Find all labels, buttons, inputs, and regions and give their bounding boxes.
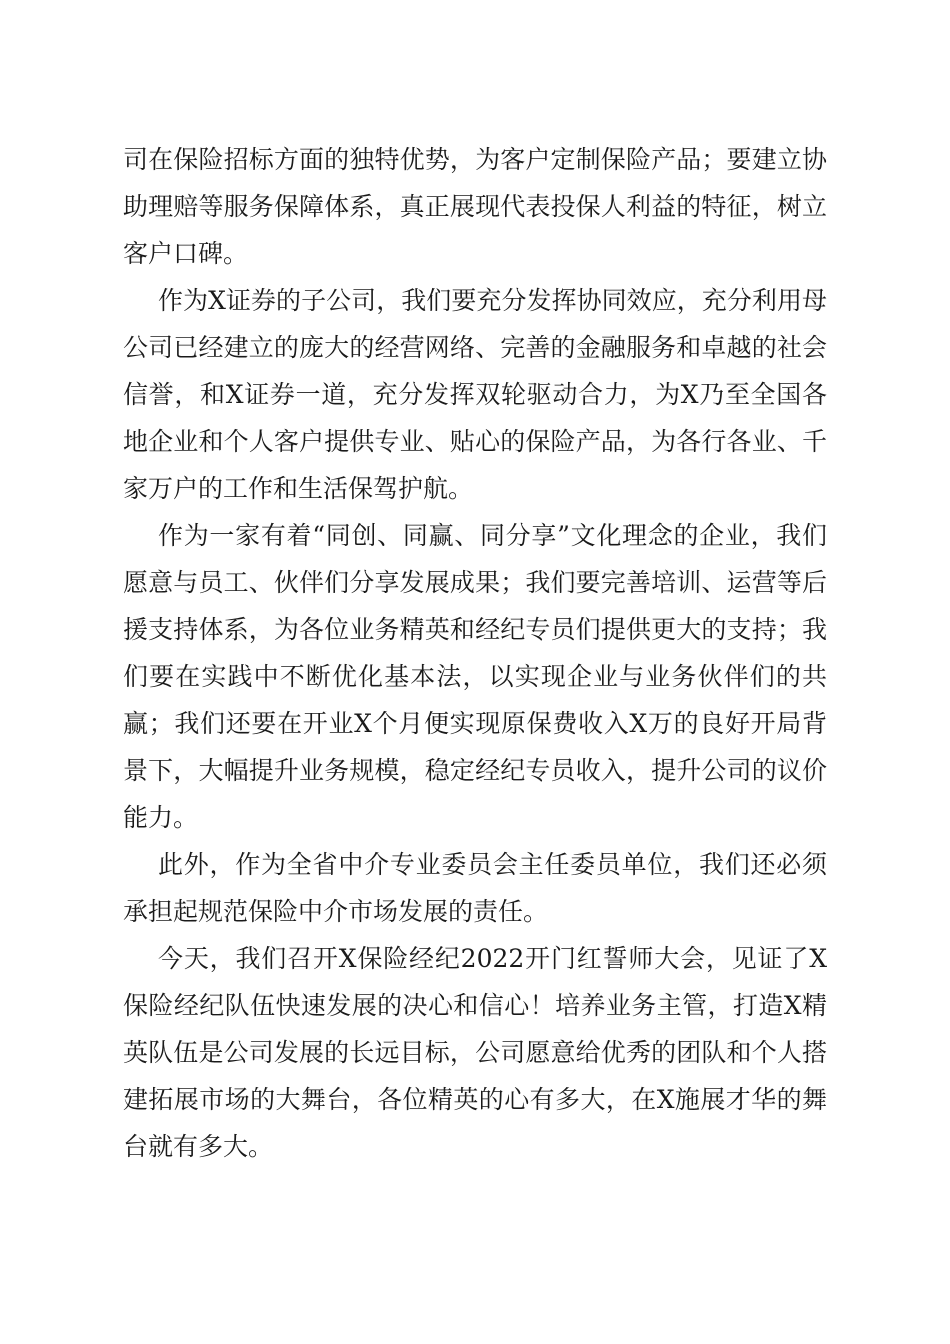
paragraph-2: 作为X证券的子公司，我们要充分发挥协同效应，充分利用母公司已经建立的庞大的经营网络、完善的金融服务和卓越的社会信誉，和X证券一道，充分发挥双轮驱动合力，为X乃至全国各地企业和个人客户提供专业、贴心的保险产品，为各行各业、千家万户的工作和生活保驾护航。 [123, 286, 827, 503]
paragraph-1: 司在保险招标方面的独特优势，为客户定制保险产品；要建立协助理赔等服务保障体系，真正展现代表投保人利益的特征，树立客户口碑。 [123, 145, 827, 268]
paragraph-3: 作为一家有着“同创、同赢、同分享”文化理念的企业，我们愿意与员工、伙伴们分享发展成果；我们要完善培训、运营等后援支持体系，为各位业务精英和经纪专员们提供更大的支持；我们要在实践中不断优化基本法，以实现企业与业务伙伴们的共赢；我们还要在开业X个月便实现原保费收入X万的良好开局背景下，大幅提升业务规模，稳定经纪专员收入，提升公司的议价能力。 [123, 521, 827, 832]
paragraph-4: 此外，作为全省中介专业委员会主任委员单位，我们还必须承担起规范保险中介市场发展的责任。 [123, 850, 827, 926]
paragraph-5: 今天，我们召开X保险经纪2022开门红誓师大会，见证了X保险经纪队伍快速发展的决心和信心！培养业务主管，打造X精英队伍是公司发展的长远目标，公司愿意给优秀的团队和个人搭建拓展市场的大舞台，各位精英的心有多大，在X施展才华的舞台就有多大。 [123, 944, 827, 1161]
document-body [123, 136, 827, 1170]
